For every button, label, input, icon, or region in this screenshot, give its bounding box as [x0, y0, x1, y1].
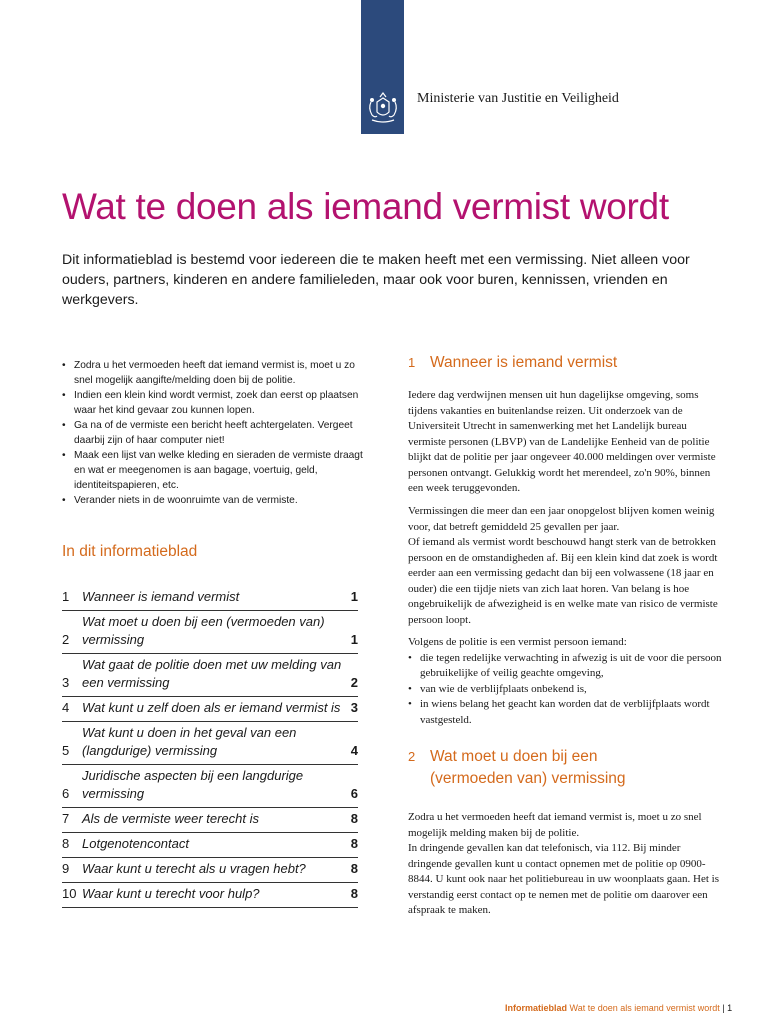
toc-number: 2 [62, 632, 70, 647]
toc-label: Wat kunt u doen in het geval van een (langdurige) vermissing [82, 725, 297, 758]
toc-row[interactable] [62, 654, 358, 697]
list-item: • Verander niets in de woonruimte van de vermiste. [62, 493, 372, 508]
toc-label: Wat moet u doen bij een (vermoeden van) vermissing [82, 614, 325, 647]
intro-paragraph: Dit informatieblad is bestemd voor iedereen die te maken heeft met een vermissing. Niet alleen voor ouders, partners, kinderen en andere familieleden, maar ook voor buren, kennissen, vrienden en werkgevers. [62, 252, 690, 308]
section-1-text [408, 388, 724, 497]
list-item: • Zodra u het vermoeden heeft dat iemand vermist is, moet u zo snel mogelijk aangifte/melding doen bij de politie. [62, 358, 372, 388]
toc-number: 10 [62, 886, 77, 901]
definition-list [408, 651, 724, 729]
toc-number: 6 [62, 786, 70, 801]
table-of-contents [62, 586, 358, 908]
toc-page: 8 [350, 886, 358, 901]
toc-heading: In dit informatieblad [62, 543, 198, 560]
paragraph: Vermissingen die meer dan een jaar onopgelost blijven komen weinig voor, dat betreft gemiddeld 25 gevallen per jaar. [408, 505, 715, 533]
toc-row[interactable] [62, 697, 358, 722]
page-number: 1 [727, 1003, 733, 1013]
section-1-definition [408, 635, 724, 728]
section-1-text-2 [408, 504, 724, 628]
toc-page: 8 [350, 861, 358, 876]
toc-label: Wat kunt u zelf doen als er iemand vermist is [82, 700, 341, 715]
paragraph: Of iemand als vermist wordt beschouwd hangt sterk van de betrokken persoon en de omstandigheden af. Bij een klein kind dat zoek is wordt eerder aan een vermissing gedacht dan bij een volwassene (18 jaar en ouder) die een tijdje niets van zich laat horen. Van belang is hoe ongebruikelijk de afwezigheid is en welke mate van risico de vermiste persoon loopt. [408, 536, 718, 626]
paragraph: Volgens de politie is een vermist persoon iemand: [408, 636, 627, 648]
section-title-line-2: (vermoeden van) vermissing [430, 770, 626, 787]
toc-row[interactable] [62, 765, 358, 808]
ministry-name: Ministerie van Justitie en Veiligheid [417, 91, 619, 106]
footer-separator: | [722, 1003, 725, 1013]
toc-label: Waar kunt u terecht als u vragen hebt? [82, 861, 306, 876]
toc-row[interactable] [62, 858, 358, 883]
toc-row[interactable] [62, 586, 358, 611]
footer-brand: Informatieblad [505, 1003, 568, 1013]
toc-page: 1 [350, 589, 358, 604]
section-title-line-1: Wat moet u doen bij een [430, 748, 598, 765]
toc-page: 4 [350, 743, 358, 758]
list-item: • Maak een lijst van welke kleding en sieraden de vermiste draagt en wat er meegenomen is aan bagage, voertuig, geld, identiteitspapieren, etc. [62, 448, 372, 493]
toc-number: 3 [62, 675, 70, 690]
toc-row[interactable] [62, 611, 358, 654]
toc-label: Juridische aspecten bij een langdurige vermissing [82, 768, 304, 801]
section-number: 2 [408, 749, 416, 764]
toc-page: 6 [350, 786, 358, 801]
toc-row[interactable] [62, 883, 358, 908]
toc-row[interactable] [62, 833, 358, 858]
toc-number: 9 [62, 861, 70, 876]
section-title: Wanneer is iemand vermist [430, 354, 618, 371]
key-advice-list [62, 358, 372, 508]
toc-label: Waar kunt u terecht voor hulp? [82, 886, 260, 901]
list-item: • van wie de verblijfplaats onbekend is, [408, 682, 724, 698]
section-1-heading [408, 352, 617, 374]
toc-number: 5 [62, 743, 70, 758]
page-footer [505, 1003, 732, 1013]
list-item: • die tegen redelijke verwachting in afwezig is uit de voor die persoon gebruikelijke of veilig geachte omgeving, [408, 651, 724, 682]
list-item: • Indien een klein kind wordt vermist, zoek dan eerst op plaatsen waar het kind gevaar zou kunnen lopen. [62, 388, 372, 418]
list-item: • Ga na of de vermiste een bericht heeft achtergelaten. Vergeet daarbij zijn of haar computer niet! [62, 418, 372, 448]
section-2-heading [408, 746, 626, 790]
toc-row[interactable] [62, 808, 358, 833]
paragraph: Zodra u het vermoeden heeft dat iemand vermist is, moet u zo snel mogelijk melding maken bij de politie. [408, 811, 702, 839]
toc-number: 7 [62, 811, 70, 826]
paragraph: Iedere dag verdwijnen mensen uit hun dagelijkse omgeving, soms tijdens vakanties en buitenlandse reizen. Uit onderzoek van de Universiteit Utrecht in samenwerking met het Landelijk bureau vermiste personen (LBVP) van de Landelijke Eenheid van de politie blijkt dat de politie per jaar ongeveer 40.000 meldingen over vermiste personen ontvangt. Gelukkig wordt het merendeel, zo'n 90%, binnen een week teruggevonden. [408, 389, 716, 494]
footer-description: Wat te doen als iemand vermist wordt [569, 1003, 720, 1013]
page-title: Wat te doen als iemand vermist wordt [62, 186, 669, 227]
toc-label: Wat gaat de politie doen met uw melding van een vermissing [82, 657, 342, 690]
toc-label: Wanneer is iemand vermist [82, 589, 240, 604]
toc-page: 2 [350, 675, 358, 690]
toc-row[interactable] [62, 722, 358, 765]
toc-page: 1 [350, 632, 358, 647]
section-2-text [408, 810, 724, 919]
toc-label: Lotgenotencontact [82, 836, 189, 851]
coat-of-arms-icon [363, 88, 403, 128]
section-number: 1 [408, 355, 416, 370]
toc-page: 3 [350, 700, 358, 715]
toc-page: 8 [350, 836, 358, 851]
toc-number: 8 [62, 836, 70, 851]
paragraph: In dringende gevallen kan dat telefonisch, via 112. Bij minder dringende gevallen kunt u contact opnemen met de politie op 0900-8844. U kunt ook naar het politiebureau in uw woonplaats gaan. Het is verstandig eerst contact op te nemen met de politie om daarover een afspraak te maken. [408, 842, 719, 916]
toc-page: 8 [350, 811, 358, 826]
toc-number: 1 [62, 589, 70, 604]
toc-label: Als de vermiste weer terecht is [82, 811, 260, 826]
toc-number: 4 [62, 700, 70, 715]
list-item: • in wiens belang het geacht kan worden dat de verblijfplaats wordt vastgesteld. [408, 697, 724, 728]
